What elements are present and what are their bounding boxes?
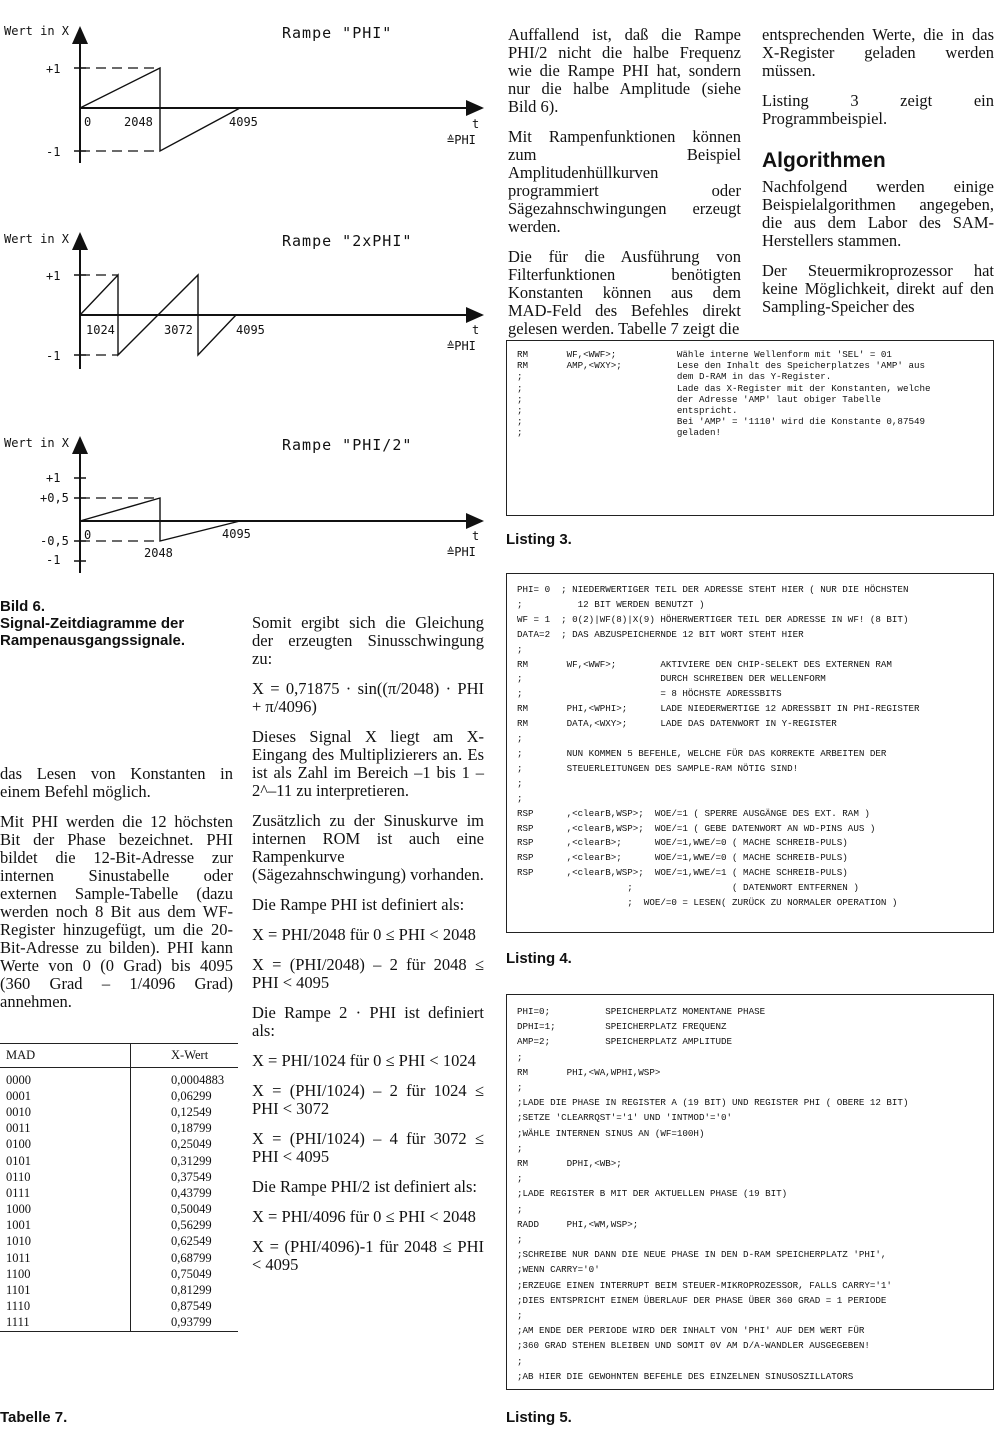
table-cell-xwert: 0,25049 [171, 1137, 212, 1152]
figure-caption-line: Signal-Zeitdiagramme der [0, 615, 185, 632]
code-line: RSP ,<clearB>; WOE/=1,WWE/=0 ( MACHE SCHREIB-PULS) [517, 837, 848, 849]
code-line: ; [517, 1310, 523, 1322]
listing-4-caption: Listing 4. [506, 950, 572, 967]
ytick-minus1: -1 [46, 145, 61, 159]
table-cell-xwert: 0,68799 [171, 1250, 212, 1265]
table-row [0, 1104, 238, 1120]
x-axis-label-t: t [472, 117, 480, 131]
code-line: WF = 1 ; 0(2)|WF(8)|X(9) HÖHERWERTIGER TEIL DER ADRESSE IN WF! (8 BIT) [517, 613, 909, 625]
code-line: RM PHI,<WA,WPHI,WSP> [517, 1066, 661, 1078]
column-1-text [0, 765, 233, 1023]
code-line: PHI=0; SPEICHERPLATZ MOMENTANE PHASE [517, 1006, 766, 1017]
table-cell-xwert: 0,50049 [171, 1202, 212, 1217]
table-row [0, 1153, 238, 1169]
code-line: ; NUN KOMMEN 5 BEFEHLE, WELCHE FÜR DAS KORREKTE ARBEITEN DER [517, 747, 887, 759]
code-line: RADD PHI,<WM,WSP>; [517, 1218, 639, 1230]
code-line: ;SCHREIBE NUR DANN DIE NEUE PHASE IN DEN D-RAM SPEICHERPLATZ 'PHI', [517, 1249, 887, 1261]
table-row [0, 1169, 238, 1185]
paragraph: Dieses Signal X liegt am X-Eingang des Multiplizierers an. Es ist als Zahl im Bereich –1 bis 1 – 2^–11 zu interpretieren. [252, 727, 484, 800]
code-line: ;LADE REGISTER B MIT DER AKTUELLEN PHASE (19 BIT) [517, 1188, 788, 1200]
table-cell-xwert: 0,12549 [171, 1104, 212, 1119]
table-header-mad: MAD [0, 1044, 131, 1068]
code-line: RSP ,<clearB,WSP>; WOE/=1 ( GEBE DATENWORT AN WD-PINS AUS ) [517, 822, 876, 834]
code-line: RM WF,<WWF>; Wähle interne Wellenform mit 'SEL' = 01 [517, 349, 892, 360]
y-axis-label: Wert in X [4, 232, 70, 246]
chart-rampe-phi-half [0, 428, 490, 578]
code-line: ;SETZE 'CLEARRQST'='1' UND 'INTMOD'='0' [517, 1112, 733, 1124]
code-line: ;LADE DIE PHASE IN REGISTER A (19 BIT) UND REGISTER PHI ( OBERE 12 BIT) [517, 1097, 909, 1109]
table-body [0, 1068, 238, 1332]
code-line: AMP=2; SPEICHERPLATZ AMPLITUDE [517, 1036, 733, 1048]
table-cell-mad: 1001 [0, 1218, 131, 1234]
chart-rampe-phi [0, 18, 490, 168]
x-axis-label-t: t [472, 323, 480, 337]
table-cell-xwert: 0,87549 [171, 1299, 212, 1314]
code-line: ; entspricht. [517, 405, 738, 417]
ytick-plus1: +1 [46, 269, 61, 283]
table-cell-xwert: 0,0004883 [171, 1072, 225, 1087]
formula: X = (PHI/1024) – 2 für 1024 ≤ PHI < 3072 [252, 1081, 484, 1118]
paragraph: Der Steuermikroprozessor hat keine Möglichkeit, direkt auf den Sampling-Speicher des [762, 261, 994, 316]
ytick-plus1: +1 [46, 62, 61, 76]
code-line: ;ERZEUGE EINEN INTERRUPT BEIM STEUER-MIKROPROZESSOR, FALLS CARRY='1' [517, 1279, 892, 1291]
chart-title: Rampe "PHI/2" [282, 436, 413, 454]
table-row [0, 1202, 238, 1218]
table-caption: Tabelle 7. [0, 1409, 68, 1426]
code-line: ; [517, 1142, 523, 1154]
paragraph: Listing 3 zeigt ein Programmbeispiel. [762, 91, 994, 128]
table-cell-mad: 1101 [0, 1282, 131, 1298]
chart-title: Rampe "2xPHI" [282, 232, 413, 250]
table-cell-xwert: 0,75049 [171, 1266, 212, 1281]
mad-table [0, 1044, 238, 1331]
code-line: ; [517, 1234, 523, 1246]
code-line: ;WENN CARRY='0' [517, 1264, 600, 1276]
column-2-text [252, 614, 484, 1286]
table-row [0, 1315, 238, 1331]
code-line: ; = 8 HÖCHSTE ADRESSBITS [517, 688, 782, 700]
table-cell-xwert: 0,18799 [171, 1121, 212, 1136]
paragraph: Mit PHI werden die 12 höchsten Bit der Phase bezeichnet. PHI bildet die 12-Bit-Adresse zur internen Sinustabelle oder externen Sample-Tabelle (dazu werden noch 8 Bit aus dem WF-Register hinzugefügt, um die 20-Bit-Adresse zu bilden). PHI kann Werte von 0 (0 Grad) bis 4095 (360 Grad – 1/4096 Grad) annehmen. [0, 812, 233, 1011]
table-cell-mad: 0111 [0, 1185, 131, 1201]
xtick-0: 0 [84, 528, 92, 542]
code-line: RSP ,<clearB,WSP>; WOE/=1,WWE/=1 ( MACHE SCHREIB-PULS) [517, 867, 848, 879]
formula: X = (PHI/4096)-1 für 2048 ≤ PHI < 4095 [252, 1237, 484, 1274]
listing-4 [506, 573, 994, 933]
code-line: ;360 GRAD STEHEN BLEIBEN UND SOMIT 0V AM D/A-WANDLER AUSGEGEBEN! [517, 1340, 870, 1352]
ytick-minus1: -1 [46, 553, 61, 567]
xtick-1024: 1024 [86, 323, 115, 337]
listing-3 [506, 340, 994, 516]
listing-code [517, 349, 983, 439]
code-line: ; STEUERLEITUNGEN DES SAMPLE-RAM NÖTIG SIND! [517, 762, 799, 774]
code-line: DPHI=1; SPEICHERPLATZ FREQUENZ [517, 1021, 727, 1033]
table-cell-xwert: 0,56299 [171, 1218, 212, 1233]
xtick-2048: 2048 [124, 115, 153, 129]
code-line: ; [517, 733, 523, 745]
code-line: ; [517, 1173, 523, 1185]
xtick-3072: 3072 [164, 323, 193, 337]
ramp-line [80, 498, 240, 541]
code-line: ; Bei 'AMP' = '1110' wird die Konstante 0,87549 [517, 416, 925, 428]
table-row [0, 1185, 238, 1201]
table-cell-xwert: 0,62549 [171, 1234, 212, 1249]
paragraph: Mit Rampenfunktionen können zum Beispiel Amplitudenhüllkurven programmiert oder Sägezahnschwingungen erzeugt werden. [508, 127, 741, 236]
table-cell-mad: 0011 [0, 1121, 131, 1137]
table-row [0, 1266, 238, 1282]
code-line: ;WÄHLE INTERNEN SINUS AN (WF=100H) [517, 1127, 705, 1139]
paragraph: Die Rampe PHI/2 ist definiert als: [252, 1177, 477, 1196]
table-row [0, 1299, 238, 1315]
code-line: DATA=2 ; DAS ABZUSPEICHERNDE 12 BIT WORT STEHT HIER [517, 628, 804, 640]
ytick-minus1: -1 [46, 349, 61, 363]
code-line: ; DURCH SCHREIBEN DER WELLENFORM [517, 673, 826, 685]
y-axis-label: Wert in X [4, 24, 70, 38]
table-cell-mad: 1010 [0, 1234, 131, 1250]
formula: X = PHI/4096 für 0 ≤ PHI < 2048 [252, 1207, 476, 1226]
table-cell-mad: 1111 [0, 1315, 131, 1331]
x-axis-label-phi: ≙PHI [447, 339, 476, 353]
x-axis-label-phi: ≙PHI [447, 133, 476, 147]
code-line: RSP ,<clearB>; WOE/=1,WWE/=0 ( MACHE SCHREIB-PULS) [517, 852, 848, 864]
table-7 [0, 1043, 238, 1332]
code-line: ; der Adresse 'AMP' laut obiger Tabelle [517, 393, 881, 405]
table-cell-mad: 0100 [0, 1137, 131, 1153]
x-axis-label-t: t [472, 529, 480, 543]
figure-caption-line: Rampenausgangssignale. [0, 632, 186, 649]
paragraph: das Lesen von Konstanten in einem Befehl möglich. [0, 764, 233, 801]
code-line: ; 12 BIT WERDEN BENUTZT ) [517, 598, 705, 610]
code-line: PHI= 0 ; NIEDERWERTIGER TEIL DER ADRESSE STEHT HIER ( NUR DIE HÖCHSTEN [517, 584, 909, 595]
ytick-plus05: +0,5 [40, 491, 69, 505]
code-line: ; [517, 1082, 523, 1094]
chart-title: Rampe "PHI" [282, 24, 393, 42]
listing-5 [506, 994, 994, 1390]
code-line: RM PHI,<WPHI>; LADE NIEDERWERTIGE 12 ADRESSBIT IN PHI-REGISTER [517, 703, 920, 715]
table-cell-xwert: 0,43799 [171, 1185, 212, 1200]
y-axis-label: Wert in X [4, 436, 70, 450]
code-line: ;AM ENDE DER PERIODE WIRD DER INHALT VON 'PHI' AUF DEM WERT FÜR [517, 1325, 865, 1337]
column-3-text [508, 26, 741, 350]
table-cell-mad: 1000 [0, 1202, 131, 1218]
table-row [0, 1068, 238, 1089]
table-cell-mad: 0001 [0, 1088, 131, 1104]
table-cell-xwert: 0,93799 [171, 1315, 212, 1330]
table-cell-mad: 1110 [0, 1299, 131, 1315]
code-line: ; WOE/=0 = LESEN( ZURÜCK ZU NORMALER OPERATION ) [517, 897, 898, 909]
paragraph: Die Rampe PHI ist definiert als: [252, 895, 465, 914]
code-line: ;DIES ENTSPRICHT EINEM ÜBERLAUF DER PHASE ÜBER 360 GRAD = 1 PERIODE [517, 1294, 887, 1306]
code-line: ; Lade das X-Register mit der Konstanten, welche [517, 382, 931, 394]
code-line: RM DATA,<WXY>; LADE DAS DATENWORT IN Y-REGISTER [517, 718, 837, 730]
xtick-4095: 4095 [229, 115, 258, 129]
paragraph: Die Rampe 2 · PHI ist definiert als: [252, 1003, 484, 1040]
code-line: ; [517, 1203, 523, 1215]
table-row [0, 1088, 238, 1104]
paragraph: entsprechenden Werte, die in das X-Register geladen werden müssen. [762, 25, 994, 80]
listing-code [517, 583, 983, 911]
chart-rampe-2xphi [0, 224, 490, 374]
listing-3-caption: Listing 3. [506, 531, 572, 548]
table-row [0, 1250, 238, 1266]
formula: X = 0,71875 · sin((π/2048) · PHI + π/4096) [252, 679, 484, 716]
code-line: RM DPHI,<WB>; [517, 1158, 622, 1170]
table-cell-mad: 0110 [0, 1169, 131, 1185]
table-cell-mad: 0000 [0, 1068, 131, 1089]
section-heading: Algorithmen [762, 149, 886, 172]
x-axis-label-phi: ≙PHI [447, 545, 476, 559]
code-line: RM WF,<WWF>; AKTIVIERE DEN CHIP-SELEKT DES EXTERNEN RAM [517, 658, 892, 670]
table-row [0, 1121, 238, 1137]
code-line: ; [517, 792, 523, 804]
ytick-plus1: +1 [46, 471, 61, 485]
table-cell-xwert: 0,37549 [171, 1169, 212, 1184]
code-line: ; dem D-RAM in das Y-Register. [517, 371, 832, 383]
table-cell-mad: 0010 [0, 1104, 131, 1120]
formula: X = PHI/2048 für 0 ≤ PHI < 2048 [252, 925, 476, 944]
code-line: ;AB HIER DIE GEWOHNTEN BEFEHLE DES EINZELNEN SINUSOSZILLATORS [517, 1370, 854, 1382]
table-cell-mad: 1011 [0, 1250, 131, 1266]
table-row [0, 1234, 238, 1250]
xtick-4095: 4095 [222, 527, 251, 541]
paragraph: Die für die Ausführung von Filterfunktionen benötigten Konstanten können aus dem MAD-Feld des Befehles direkt gelesen werden. Tabelle 7 zeigt die [508, 247, 741, 338]
table-cell-mad: 0101 [0, 1153, 131, 1169]
xtick-0: 0 [84, 115, 92, 129]
code-line: ; [517, 643, 523, 655]
column-4-text [762, 26, 994, 328]
table-frame [0, 1043, 238, 1332]
code-line: ; geladen! [517, 427, 721, 439]
table-cell-xwert: 0,31299 [171, 1153, 212, 1168]
table-cell-xwert: 0,81299 [171, 1283, 212, 1298]
code-line: RSP ,<clearB,WSP>; WOE/=1 ( SPERRE AUSGÄNGE DES EXT. RAM ) [517, 807, 870, 819]
code-line: ; [517, 1051, 523, 1063]
table-row [0, 1218, 238, 1234]
paragraph: Auffallend ist, daß die Rampe PHI/2 nicht die halbe Frequenz wie die Rampe PHI hat, sondern nur die halbe Amplitude (siehe Bild 6). [508, 25, 741, 116]
table-row [0, 1282, 238, 1298]
table-cell-mad: 1100 [0, 1266, 131, 1282]
table-cell-xwert: 0,06299 [171, 1088, 212, 1103]
formula: X = (PHI/2048) – 2 für 2048 ≤ PHI < 4095 [252, 955, 484, 992]
table-header-xwert: X-Wert [131, 1044, 239, 1068]
figure-caption-number: Bild 6. [0, 598, 46, 615]
xtick-4095: 4095 [236, 323, 265, 337]
formula: X = (PHI/1024) – 4 für 3072 ≤ PHI < 4095 [252, 1129, 484, 1166]
code-line: ; ( DATENWORT ENTFERNEN ) [517, 882, 859, 894]
paragraph: Somit ergibt sich die Gleichung der erzeugten Sinusschwingung zu: [252, 613, 484, 668]
code-line: ; [517, 1355, 523, 1367]
paragraph: Zusätzlich zu der Sinuskurve im internen ROM ist auch eine Rampenkurve (Sägezahnschwingung) vorhanden. [252, 811, 484, 884]
listing-5-caption: Listing 5. [506, 1409, 572, 1426]
xtick-2048: 2048 [144, 546, 173, 560]
code-line: ; [517, 777, 523, 789]
listing-code [517, 1004, 983, 1384]
formula: X = PHI/1024 für 0 ≤ PHI < 1024 [252, 1051, 476, 1070]
table-row [0, 1137, 238, 1153]
code-line: RM AMP,<WXY>; Lese den Inhalt des Speicherplatzes 'AMP' aus [517, 360, 925, 372]
ramp-line [80, 68, 240, 151]
figure-caption [0, 598, 240, 649]
paragraph: Nachfolgend werden einige Beispielalgorithmen angegeben, die aus dem Labor des SAM-Herstellers stammen. [762, 177, 994, 250]
ytick-minus05: -0,5 [40, 534, 69, 548]
